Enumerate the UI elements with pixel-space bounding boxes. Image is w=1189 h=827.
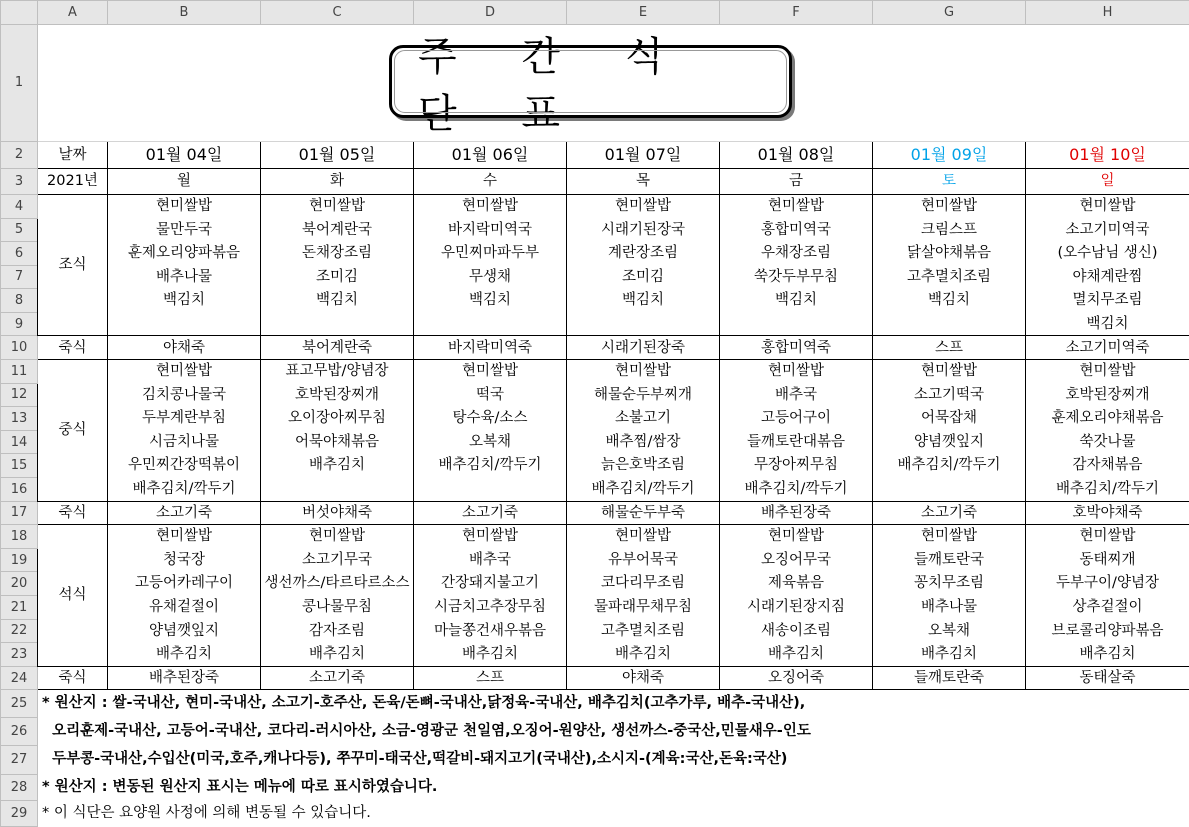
lunch_porridge-label-cell[interactable]: 죽식	[38, 501, 108, 525]
dinner-menu-cell[interactable]: 제육볶음	[720, 572, 873, 596]
lunch_porridge-menu-cell[interactable]: 호박야채죽	[1026, 501, 1189, 525]
dinner_porridge-menu-cell[interactable]: 스프	[414, 666, 567, 690]
row-header[interactable]: 20	[1, 572, 38, 596]
title-area-cell[interactable]	[38, 24, 108, 141]
dinner-menu-cell[interactable]: 유부어묵국	[567, 548, 720, 572]
lunch_porridge-menu-cell[interactable]: 소고기죽	[873, 501, 1026, 525]
breakfast-menu-cell[interactable]: 우채장조림	[720, 242, 873, 266]
lunch-menu-cell[interactable]: 배추국	[720, 383, 873, 407]
column-header-b[interactable]: B	[108, 1, 261, 25]
lunch-menu-cell[interactable]: 배추김치/깍두기	[873, 454, 1026, 478]
sheet-row	[1, 242, 1189, 266]
breakfast-label-cell[interactable]: 조식	[38, 194, 108, 336]
row-header[interactable]: 7	[1, 265, 38, 289]
date-cell[interactable]: 01월 08일	[720, 141, 873, 169]
breakfast_porridge-menu-cell[interactable]: 북어계란죽	[261, 336, 414, 360]
lunch-menu-cell[interactable]: 양념깻잎지	[873, 430, 1026, 454]
breakfast-menu-cell[interactable]: 백김치	[108, 289, 261, 313]
lunch-menu-cell[interactable]: 현미쌀밥	[873, 360, 1026, 384]
breakfast-menu-cell[interactable]: 홍합미역국	[720, 218, 873, 242]
dinner_porridge-menu-cell[interactable]: 야채죽	[567, 666, 720, 690]
breakfast-menu-cell[interactable]: 바지락미역국	[414, 218, 567, 242]
breakfast-menu-cell[interactable]: (오수남님 생신)	[1026, 242, 1189, 266]
breakfast-menu-cell[interactable]: 백김치	[720, 289, 873, 313]
sheet-row	[1, 643, 1189, 667]
lunch-menu-cell[interactable]	[414, 478, 567, 502]
dinner-menu-cell[interactable]: 배추나물	[873, 596, 1026, 620]
lunch-menu-cell[interactable]: 고등어구이	[720, 407, 873, 431]
lunch-menu-cell[interactable]: 배추김치/깍두기	[108, 478, 261, 502]
breakfast-menu-cell[interactable]: 훈제오리양파볶음	[108, 242, 261, 266]
weekday-cell[interactable]: 금	[720, 169, 873, 195]
dinner-menu-cell[interactable]: 현미쌀밥	[261, 525, 414, 549]
breakfast-menu-cell[interactable]: 백김치	[414, 289, 567, 313]
dinner-menu-cell[interactable]: 배추김치	[720, 643, 873, 667]
breakfast-menu-cell[interactable]: 크림스프	[873, 218, 1026, 242]
lunch-menu-cell[interactable]: 호박된장찌개	[261, 383, 414, 407]
row-header[interactable]: 16	[1, 478, 38, 502]
lunch-menu-cell[interactable]: 현미쌀밥	[108, 360, 261, 384]
lunch-menu-cell[interactable]: 김치콩나물국	[108, 383, 261, 407]
lunch_porridge-menu-cell[interactable]: 소고기죽	[108, 501, 261, 525]
sheet-row	[1, 312, 1189, 336]
sheet-row	[1, 383, 1189, 407]
dinner_porridge-menu-cell[interactable]: 소고기죽	[261, 666, 414, 690]
row-header[interactable]: 22	[1, 619, 38, 643]
sheet-row	[1, 801, 1189, 827]
dinner-menu-cell[interactable]: 코다리무조림	[567, 572, 720, 596]
breakfast-menu-cell[interactable]: 고추멸치조림	[873, 265, 1026, 289]
lunch-menu-cell[interactable]: 표고무밥/양념장	[261, 360, 414, 384]
sheet-row	[1, 548, 1189, 572]
dinner-menu-cell[interactable]: 고추멸치조림	[567, 619, 720, 643]
dinner-menu-cell[interactable]: 콩나물무침	[261, 596, 414, 620]
lunch_porridge-menu-cell[interactable]: 버섯야채죽	[261, 501, 414, 525]
row-header[interactable]: 3	[1, 169, 38, 195]
breakfast_porridge-menu-cell[interactable]: 소고기미역죽	[1026, 336, 1189, 360]
row-header[interactable]: 23	[1, 643, 38, 667]
lunch-menu-cell[interactable]: 현미쌀밥	[567, 360, 720, 384]
menu-title-box[interactable]	[389, 33, 792, 137]
breakfast_porridge-label-cell[interactable]: 죽식	[38, 336, 108, 360]
row-header[interactable]: 9	[1, 312, 38, 336]
breakfast-menu-cell[interactable]: 현미쌀밥	[720, 194, 873, 218]
dinner-menu-cell[interactable]: 오복채	[873, 619, 1026, 643]
row-header[interactable]: 26	[1, 718, 38, 746]
breakfast-menu-cell[interactable]: 백김치	[567, 289, 720, 313]
sheet-row	[1, 501, 1189, 525]
breakfast-menu-cell[interactable]: 현미쌀밥	[873, 194, 1026, 218]
sheet-row	[1, 690, 1189, 718]
column-header-e[interactable]: E	[567, 1, 720, 25]
origin-note-line[interactable]: * 원산지 : 쌀-국내산, 현미-국내산, 소고기-호주산, 돈육/돈뼈-국내산,닭정육-국내산, 배추김치(고추가루, 배추-국내산),	[42, 695, 806, 712]
breakfast-menu-cell[interactable]: 우민찌마파두부	[414, 242, 567, 266]
breakfast-menu-cell[interactable]: 백김치	[1026, 312, 1189, 336]
row-header[interactable]: 6	[1, 242, 38, 266]
dinner-menu-cell[interactable]: 소고기무국	[261, 548, 414, 572]
breakfast-menu-cell[interactable]: 배추나물	[108, 265, 261, 289]
sheet-row	[1, 774, 1189, 801]
row-header[interactable]: 1	[1, 24, 38, 141]
dinner-menu-cell[interactable]: 배추김치	[873, 643, 1026, 667]
date-cell[interactable]: 01월 06일	[414, 141, 567, 169]
dinner-menu-cell[interactable]: 생선까스/타르타르소스	[261, 572, 414, 596]
breakfast-menu-cell[interactable]	[108, 312, 261, 336]
lunch-menu-cell[interactable]: 두부계란부침	[108, 407, 261, 431]
breakfast-menu-cell[interactable]	[567, 312, 720, 336]
sheet-row	[1, 141, 1189, 169]
row-header[interactable]: 4	[1, 194, 38, 218]
lunch-menu-cell[interactable]: 훈제오리야채볶음	[1026, 407, 1189, 431]
dinner-menu-cell[interactable]: 꽁치무조림	[873, 572, 1026, 596]
lunch-menu-cell[interactable]: 탕수육/소스	[414, 407, 567, 431]
breakfast-menu-cell[interactable]: 돈채장조림	[261, 242, 414, 266]
row-header[interactable]: 10	[1, 336, 38, 360]
origin-note-line[interactable]: * 이 식단은 요양원 사정에 의해 변동될 수 있습니다.	[42, 805, 371, 822]
breakfast-menu-cell[interactable]	[720, 312, 873, 336]
lunch-menu-cell[interactable]: 호박된장찌개	[1026, 383, 1189, 407]
lunch-menu-cell[interactable]: 늙은호박조림	[567, 454, 720, 478]
dinner-menu-cell[interactable]: 상추겉절이	[1026, 596, 1189, 620]
date-cell[interactable]: 01월 07일	[567, 141, 720, 169]
breakfast-menu-cell[interactable]: 백김치	[873, 289, 1026, 313]
lunch-menu-cell[interactable]: 배추김치/깍두기	[1026, 478, 1189, 502]
sheet-row	[1, 619, 1189, 643]
breakfast-menu-cell[interactable]: 닭살야채볶음	[873, 242, 1026, 266]
lunch-menu-cell[interactable]: 배추김치/깍두기	[414, 454, 567, 478]
column-header-a[interactable]: A	[38, 1, 108, 25]
lunch-menu-cell[interactable]: 현미쌀밥	[1026, 360, 1189, 384]
dinner-menu-cell[interactable]: 고등어카레구이	[108, 572, 261, 596]
breakfast-menu-cell[interactable]: 조미김	[567, 265, 720, 289]
date-cell[interactable]: 01월 05일	[261, 141, 414, 169]
dinner-menu-cell[interactable]: 현미쌀밥	[567, 525, 720, 549]
row-header[interactable]: 18	[1, 525, 38, 549]
breakfast-menu-cell[interactable]: 야채계란찜	[1026, 265, 1189, 289]
lunch_porridge-menu-cell[interactable]: 배추된장죽	[720, 501, 873, 525]
select-all-corner[interactable]	[1, 1, 38, 25]
dinner-menu-cell[interactable]: 브로콜리양파볶음	[1026, 619, 1189, 643]
sheet-row	[1, 745, 1189, 774]
title-area-cell[interactable]	[108, 24, 261, 141]
dinner-menu-cell[interactable]: 청국장	[108, 548, 261, 572]
breakfast_porridge-menu-cell[interactable]: 스프	[873, 336, 1026, 360]
sheet-row	[1, 265, 1189, 289]
breakfast-menu-cell[interactable]: 현미쌀밥	[261, 194, 414, 218]
dinner-menu-cell[interactable]: 두부구이/양념장	[1026, 572, 1189, 596]
lunch-menu-cell[interactable]: 배추김치/깍두기	[720, 478, 873, 502]
lunch-menu-cell[interactable]: 어묵잡채	[873, 407, 1026, 431]
sheet-row	[1, 289, 1189, 313]
dinner-menu-cell[interactable]: 배추김치	[567, 643, 720, 667]
weekday-cell[interactable]: 수	[414, 169, 567, 195]
row-header[interactable]: 14	[1, 430, 38, 454]
lunch_porridge-menu-cell[interactable]: 해물순두부죽	[567, 501, 720, 525]
lunch-menu-cell[interactable]: 배추찜/쌈장	[567, 430, 720, 454]
lunch-menu-cell[interactable]: 어묵야채볶음	[261, 430, 414, 454]
dinner-menu-cell[interactable]: 배추국	[414, 548, 567, 572]
breakfast-menu-cell[interactable]: 조미김	[261, 265, 414, 289]
row-header[interactable]: 12	[1, 383, 38, 407]
dinner-menu-cell[interactable]: 동태찌개	[1026, 548, 1189, 572]
column-header-g[interactable]: G	[873, 1, 1026, 25]
dinner_porridge-menu-cell[interactable]: 들깨토란죽	[873, 666, 1026, 690]
breakfast-menu-cell[interactable]: 백김치	[261, 289, 414, 313]
sheet-row	[1, 336, 1189, 360]
dinner-menu-cell[interactable]: 현미쌀밥	[720, 525, 873, 549]
sheet-row	[1, 478, 1189, 502]
lunch-menu-cell[interactable]: 우민찌간장떡볶이	[108, 454, 261, 478]
lunch-menu-cell[interactable]: 오복채	[414, 430, 567, 454]
lunch-menu-cell[interactable]: 떡국	[414, 383, 567, 407]
lunch-menu-cell[interactable]: 오이장아찌무침	[261, 407, 414, 431]
dinner-menu-cell[interactable]: 양념깻잎지	[108, 619, 261, 643]
dinner-menu-cell[interactable]: 들깨토란국	[873, 548, 1026, 572]
sheet-row	[1, 454, 1189, 478]
sheet-row	[1, 360, 1189, 384]
row-header[interactable]: 29	[1, 801, 38, 827]
breakfast-menu-cell[interactable]: 멸치무조림	[1026, 289, 1189, 313]
title-area-cell[interactable]	[1026, 24, 1189, 141]
sheet-row	[1, 572, 1189, 596]
sheet-row	[1, 169, 1189, 195]
breakfast-menu-cell[interactable]: 시래기된장국	[567, 218, 720, 242]
lunch-menu-cell[interactable]: 시금치나물	[108, 430, 261, 454]
origin-note-line[interactable]: 두부콩-국내산,수입산(미국,호주,캐나다등), 쭈꾸미-태국산,떡갈비-돼지고기(국내산),소시지-(계육:국산,돈육:국산)	[42, 751, 788, 768]
sheet-row	[1, 666, 1189, 690]
dinner-menu-cell[interactable]: 감자조림	[261, 619, 414, 643]
breakfast-menu-cell[interactable]: 쑥갓두부무침	[720, 265, 873, 289]
breakfast-menu-cell[interactable]	[261, 312, 414, 336]
dinner-menu-cell[interactable]: 현미쌀밥	[1026, 525, 1189, 549]
dinner_porridge-menu-cell[interactable]: 동태살죽	[1026, 666, 1189, 690]
dinner-menu-cell[interactable]: 배추김치	[414, 643, 567, 667]
row-header[interactable]: 8	[1, 289, 38, 313]
breakfast-menu-cell[interactable]	[873, 312, 1026, 336]
dinner_porridge-menu-cell[interactable]: 오징어죽	[720, 666, 873, 690]
column-header-row	[1, 1, 1189, 25]
row-header[interactable]: 28	[1, 774, 38, 801]
breakfast_porridge-menu-cell[interactable]: 야채죽	[108, 336, 261, 360]
sheet-row	[1, 718, 1189, 746]
breakfast-menu-cell[interactable]: 현미쌀밥	[108, 194, 261, 218]
dinner-menu-cell[interactable]: 현미쌀밥	[873, 525, 1026, 549]
lunch-menu-cell[interactable]: 현미쌀밥	[414, 360, 567, 384]
dinner-menu-cell[interactable]: 현미쌀밥	[414, 525, 567, 549]
breakfast-menu-cell[interactable]	[414, 312, 567, 336]
weekday-cell[interactable]: 일	[1026, 169, 1189, 195]
column-header-f[interactable]: F	[720, 1, 873, 25]
row-header[interactable]: 17	[1, 501, 38, 525]
date-cell[interactable]: 01월 09일	[873, 141, 1026, 169]
origin-note-line[interactable]: * 원산지 : 변동된 원산지 표시는 메뉴에 따로 표시하였습니다.	[42, 779, 438, 796]
dinner-menu-cell[interactable]: 마늘쫑건새우볶음	[414, 619, 567, 643]
breakfast-menu-cell[interactable]: 소고기미역국	[1026, 218, 1189, 242]
weekday-cell[interactable]: 월	[108, 169, 261, 195]
dinner-menu-cell[interactable]: 시금치고추장무침	[414, 596, 567, 620]
lunch-menu-cell[interactable]: 해물순두부찌개	[567, 383, 720, 407]
lunch-menu-cell[interactable]: 들깨토란대볶음	[720, 430, 873, 454]
lunch-menu-cell[interactable]: 배추김치	[261, 454, 414, 478]
row-header[interactable]: 15	[1, 454, 38, 478]
sheet-row	[1, 596, 1189, 620]
breakfast-menu-cell[interactable]: 계란장조림	[567, 242, 720, 266]
lunch-menu-cell[interactable]	[261, 478, 414, 502]
dinner-menu-cell[interactable]: 배추김치	[1026, 643, 1189, 667]
sheet-row	[1, 525, 1189, 549]
row-header[interactable]: 21	[1, 596, 38, 620]
row-header[interactable]: 24	[1, 666, 38, 690]
sheet-row	[1, 218, 1189, 242]
column-header-c[interactable]: C	[261, 1, 414, 25]
dinner-menu-cell[interactable]: 물파래무채무침	[567, 596, 720, 620]
origin-note-line[interactable]: 오리훈제-국내산, 고등어-국내산, 코다리-러시아산, 소금-영광군 천일염,오징어-원양산, 생선까스-중국산,민물새우-인도	[42, 723, 811, 740]
column-header-h[interactable]: H	[1026, 1, 1189, 25]
title-area-cell[interactable]	[873, 24, 1026, 141]
dinner-menu-cell[interactable]: 배추김치	[108, 643, 261, 667]
dinner-menu-cell[interactable]: 오징어무국	[720, 548, 873, 572]
weekday-cell[interactable]: 화	[261, 169, 414, 195]
breakfast-menu-cell[interactable]: 현미쌀밥	[1026, 194, 1189, 218]
lunch-menu-cell[interactable]: 현미쌀밥	[720, 360, 873, 384]
dinner_porridge-menu-cell[interactable]: 배추된장죽	[108, 666, 261, 690]
column-header-d[interactable]: D	[414, 1, 567, 25]
date-cell[interactable]: 01월 10일	[1026, 141, 1189, 169]
breakfast-menu-cell[interactable]: 물만두국	[108, 218, 261, 242]
breakfast-menu-cell[interactable]: 북어계란국	[261, 218, 414, 242]
row-header[interactable]: 11	[1, 360, 38, 384]
sheet-row	[1, 407, 1189, 431]
row-header[interactable]: 27	[1, 745, 38, 774]
dinner-menu-cell[interactable]: 새송이조림	[720, 619, 873, 643]
row-header[interactable]: 5	[1, 218, 38, 242]
date-cell[interactable]: 01월 04일	[108, 141, 261, 169]
lunch-menu-cell[interactable]	[873, 478, 1026, 502]
sheet-row	[1, 430, 1189, 454]
sheet-row	[1, 194, 1189, 218]
lunch_porridge-menu-cell[interactable]: 소고기죽	[414, 501, 567, 525]
lunch-menu-cell[interactable]: 감자채볶음	[1026, 454, 1189, 478]
dinner-menu-cell[interactable]: 유채겉절이	[108, 596, 261, 620]
lunch-menu-cell[interactable]: 무장아찌무침	[720, 454, 873, 478]
dinner-menu-cell[interactable]: 배추김치	[261, 643, 414, 667]
lunch-menu-cell[interactable]: 쑥갓나물	[1026, 430, 1189, 454]
date-label-cell[interactable]: 날짜	[38, 141, 108, 169]
lunch-label-cell[interactable]: 중식	[38, 360, 108, 502]
weekday-cell[interactable]: 토	[873, 169, 1026, 195]
year-label-cell[interactable]: 2021년	[38, 169, 108, 195]
lunch-menu-cell[interactable]: 소불고기	[567, 407, 720, 431]
dinner-menu-cell[interactable]: 현미쌀밥	[108, 525, 261, 549]
row-header[interactable]: 19	[1, 548, 38, 572]
lunch-menu-cell[interactable]: 소고기떡국	[873, 383, 1026, 407]
breakfast-menu-cell[interactable]: 무생채	[414, 265, 567, 289]
breakfast_porridge-menu-cell[interactable]: 홍합미역죽	[720, 336, 873, 360]
row-header[interactable]: 2	[1, 141, 38, 169]
row-header[interactable]: 25	[1, 690, 38, 718]
breakfast-menu-cell[interactable]: 현미쌀밥	[414, 194, 567, 218]
menu-title: 주 간 식 단 표	[418, 33, 690, 137]
dinner-label-cell[interactable]: 석식	[38, 525, 108, 667]
dinner-menu-cell[interactable]: 시래기된장지짐	[720, 596, 873, 620]
lunch-menu-cell[interactable]: 배추김치/깍두기	[567, 478, 720, 502]
breakfast_porridge-menu-cell[interactable]: 시래기된장죽	[567, 336, 720, 360]
breakfast-menu-cell[interactable]: 현미쌀밥	[567, 194, 720, 218]
dinner-menu-cell[interactable]: 간장돼지불고기	[414, 572, 567, 596]
weekday-cell[interactable]: 목	[567, 169, 720, 195]
breakfast_porridge-menu-cell[interactable]: 바지락미역죽	[414, 336, 567, 360]
row-header[interactable]: 13	[1, 407, 38, 431]
dinner_porridge-label-cell[interactable]: 죽식	[38, 666, 108, 690]
